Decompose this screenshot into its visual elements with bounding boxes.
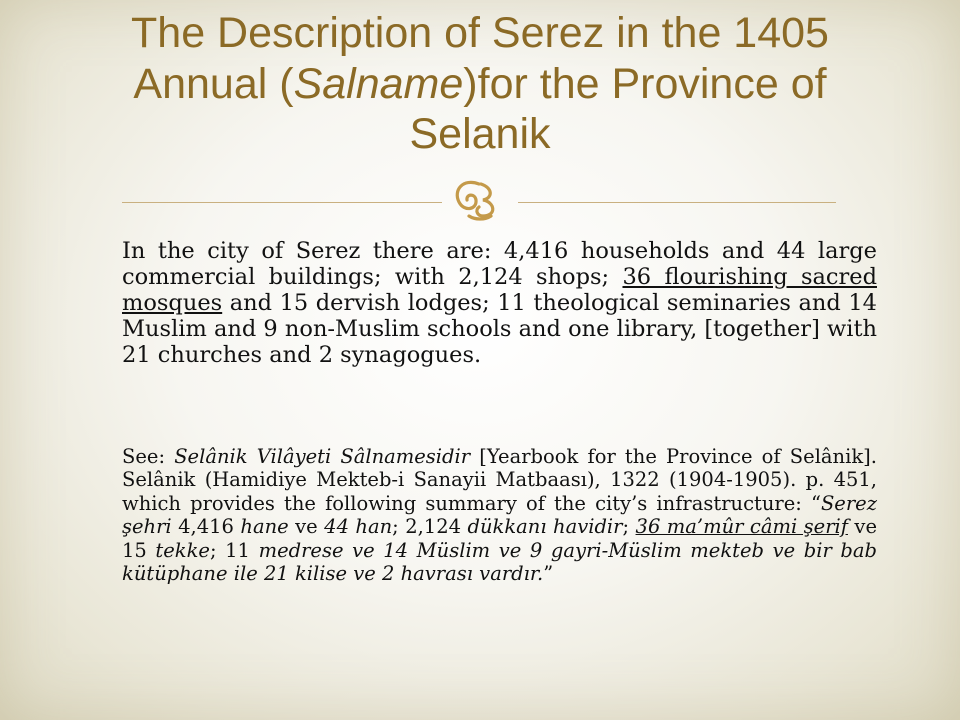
quote-10: ve 15 [122, 515, 877, 562]
citation-book-title: Selânik Vilâyeti Sâlnamesidir [174, 445, 471, 468]
main-paragraph-underlined: 36 flourishing sacred mosques [122, 264, 877, 317]
title-line-2-suffix: )for the Province of [463, 59, 827, 108]
slide-title [80, 8, 880, 160]
main-paragraph-part-1: In the city of Serez there are: 4,416 households and 44 large commercial buildings; with 2,124 shops; [122, 238, 877, 291]
divider-left [122, 202, 442, 203]
title-line-2-prefix: Annual ( [133, 59, 294, 108]
quote-13: medrese ve 14 Müslim ve 9 gayri-Müslim mekteb ve bir bab kütüphane ile 21 kilise ve 2 havrası vardır. [122, 538, 878, 585]
quote-14: ” [543, 561, 554, 585]
divider-right [518, 202, 836, 203]
quote-1: Serez şehri [122, 491, 877, 539]
quote-2: 4,416 [171, 515, 241, 539]
main-paragraph [122, 238, 877, 368]
quote-11: tekke [155, 538, 210, 562]
citation-details: [Yearbook for the Province of Selânik]. Selânik (Hamidiye Mekteb-i Sanayii Matbaası), 1322 (1904-1905). p. 451, which provides the following summary of the city’s infrastructure: “ [122, 445, 877, 515]
quote-5: 44 han [324, 515, 393, 539]
quote-6: ; 2,124 [392, 515, 468, 539]
title-line-1: The Description of Serez in the 1405 [131, 9, 829, 57]
citation-see: See: [122, 445, 175, 468]
quote-9-underlined: 36 ma’mûr câmi şerif [635, 515, 848, 539]
flourish-ornament-icon [449, 176, 511, 222]
title-line-3: Selanik [409, 110, 551, 159]
quote-7: dükkanı havidir [467, 515, 623, 539]
quote-8: ; [622, 515, 636, 539]
main-paragraph-part-2: and 15 dervish lodges; 11 theological seminaries and 14 Muslim and 9 non-Muslim schools and one library, [together] with 21 churches and 2 synagogues. [122, 290, 877, 369]
quote-3: hane [240, 515, 289, 539]
source-citation [122, 445, 877, 585]
quote-4: ve [288, 515, 325, 539]
title-line-2-italic: Salname [293, 59, 464, 108]
quote-12: ; 11 [209, 538, 259, 562]
